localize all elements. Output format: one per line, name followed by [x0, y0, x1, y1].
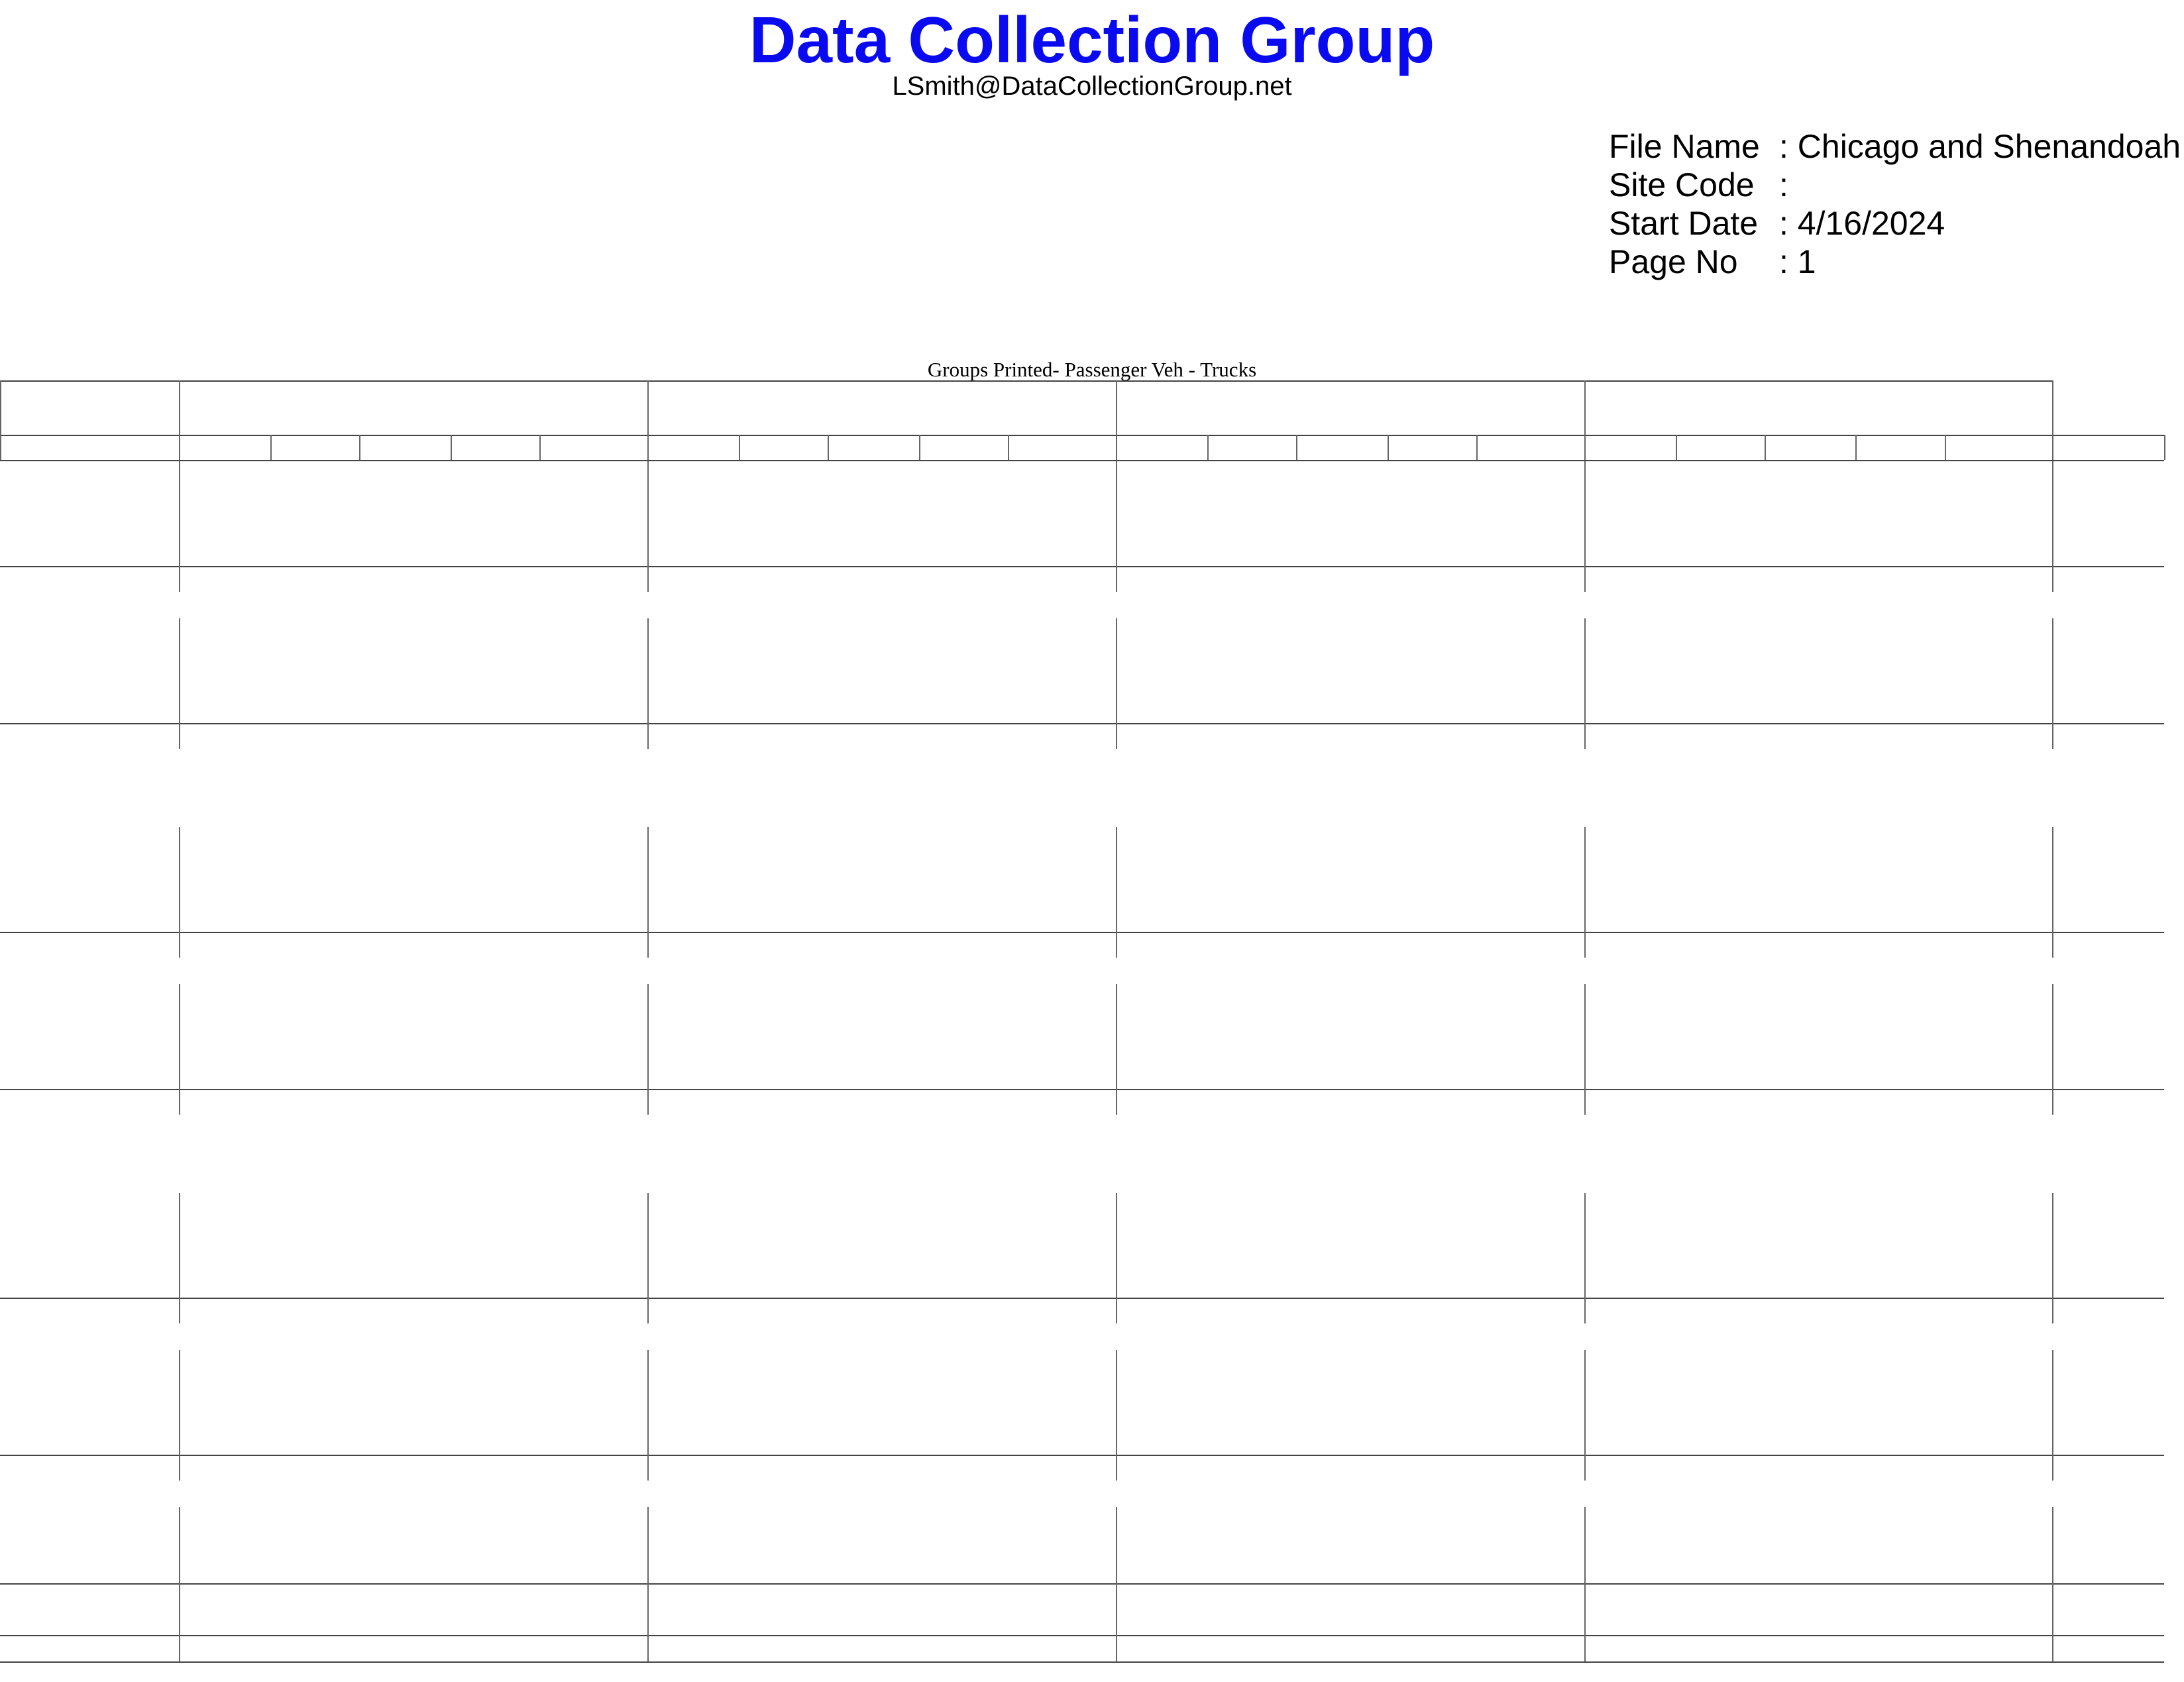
approach-divider [2052, 461, 2053, 592]
header-movement-divider [359, 435, 360, 460]
page-no-label: Page No [1609, 243, 1738, 280]
approach-divider [1116, 618, 1117, 749]
group-total-rule [0, 1298, 2164, 1299]
approach-divider [179, 1350, 180, 1481]
header-movement-divider [270, 435, 272, 460]
approach-divider [179, 461, 180, 592]
approach-divider [2052, 1193, 2053, 1323]
header-mid-rule [0, 435, 2164, 436]
header-right-border [2164, 435, 2165, 460]
file-name-value: : Chicago and Shenandoah [1779, 128, 2181, 165]
group-total-rule [0, 1089, 2164, 1090]
summary-bottom-rule [0, 1661, 2164, 1663]
approach-divider [1116, 984, 1117, 1115]
approach-divider [647, 827, 649, 958]
approach-divider [2052, 1350, 2053, 1481]
approach-divider [2052, 984, 2053, 1115]
page-no-value: : 1 [1779, 243, 1816, 280]
approach-divider [1116, 461, 1117, 592]
approach-divider [1116, 1193, 1117, 1323]
site-code-row [1609, 166, 2181, 204]
header-movement-divider [1476, 435, 1478, 460]
approach-divider [1584, 1350, 1586, 1481]
approach-divider [179, 618, 180, 749]
approach-divider [2052, 618, 2053, 749]
approach-divider [647, 1193, 649, 1323]
header-movement-divider [828, 435, 829, 460]
approach-divider [179, 827, 180, 958]
header-approach-divider [1116, 380, 1117, 460]
company-title: Data Collection Group [749, 3, 1435, 76]
header-movement-divider [739, 435, 740, 460]
site-code-value: : [1779, 166, 1788, 203]
start-date-value: : 4/16/2024 [1779, 205, 1945, 242]
approach-divider [179, 1507, 180, 1661]
start-date-label: Start Date [1609, 205, 1759, 242]
approach-divider [1584, 827, 1586, 958]
approach-divider [647, 1507, 649, 1661]
summary-rule [0, 1583, 2164, 1585]
header-movement-divider [1008, 435, 1009, 460]
approach-divider [1116, 1350, 1117, 1481]
approach-divider [1116, 827, 1117, 958]
summary-rule [0, 1635, 2164, 1636]
start-date-row [1609, 204, 2181, 243]
approach-divider [2052, 1507, 2053, 1661]
header-movement-divider [539, 435, 541, 460]
file-name-row [1609, 127, 2181, 166]
header-bottom-rule [0, 460, 2164, 461]
approach-divider [2052, 827, 2053, 958]
approach-divider [179, 984, 180, 1115]
group-total-rule [0, 932, 2164, 933]
header-movement-divider [919, 435, 920, 460]
header-movement-divider [1855, 435, 1857, 460]
group-total-rule [0, 723, 2164, 724]
approach-divider [647, 618, 649, 749]
approach-divider [1584, 618, 1586, 749]
approach-divider [647, 984, 649, 1115]
header-left-border [0, 380, 1, 460]
header-movement-divider [1945, 435, 1946, 460]
header-movement-divider [451, 435, 452, 460]
site-code-label: Site Code [1609, 166, 1755, 203]
header-movement-divider [1207, 435, 1209, 460]
header-approach-divider [1584, 380, 1586, 460]
turning-movement-count-table [0, 380, 2184, 1673]
approach-divider [1584, 984, 1586, 1115]
file-info-block [1609, 127, 2181, 281]
approach-divider [1584, 461, 1586, 592]
header-top-rule [0, 380, 2052, 382]
header-approach-divider [179, 380, 180, 460]
file-name-label: File Name [1609, 128, 1760, 165]
approach-divider [1116, 1507, 1117, 1661]
approach-divider [647, 461, 649, 592]
company-email: LSmith@DataCollectionGroup.net [892, 72, 1292, 101]
group-total-rule [0, 1455, 2164, 1456]
header-approach-divider [2052, 380, 2053, 460]
header-movement-divider [1296, 435, 1297, 460]
approach-divider [179, 1193, 180, 1323]
header-movement-divider [1765, 435, 1766, 460]
approach-divider [647, 1350, 649, 1481]
page-no-row [1609, 243, 2181, 281]
approach-divider [1584, 1507, 1586, 1661]
approach-divider [1584, 1193, 1586, 1323]
group-total-rule [0, 566, 2164, 567]
header-approach-divider [647, 380, 649, 460]
groups-printed-caption: Groups Printed- Passenger Veh - Trucks [927, 358, 1257, 381]
header-movement-divider [1388, 435, 1389, 460]
header-movement-divider [1676, 435, 1677, 460]
